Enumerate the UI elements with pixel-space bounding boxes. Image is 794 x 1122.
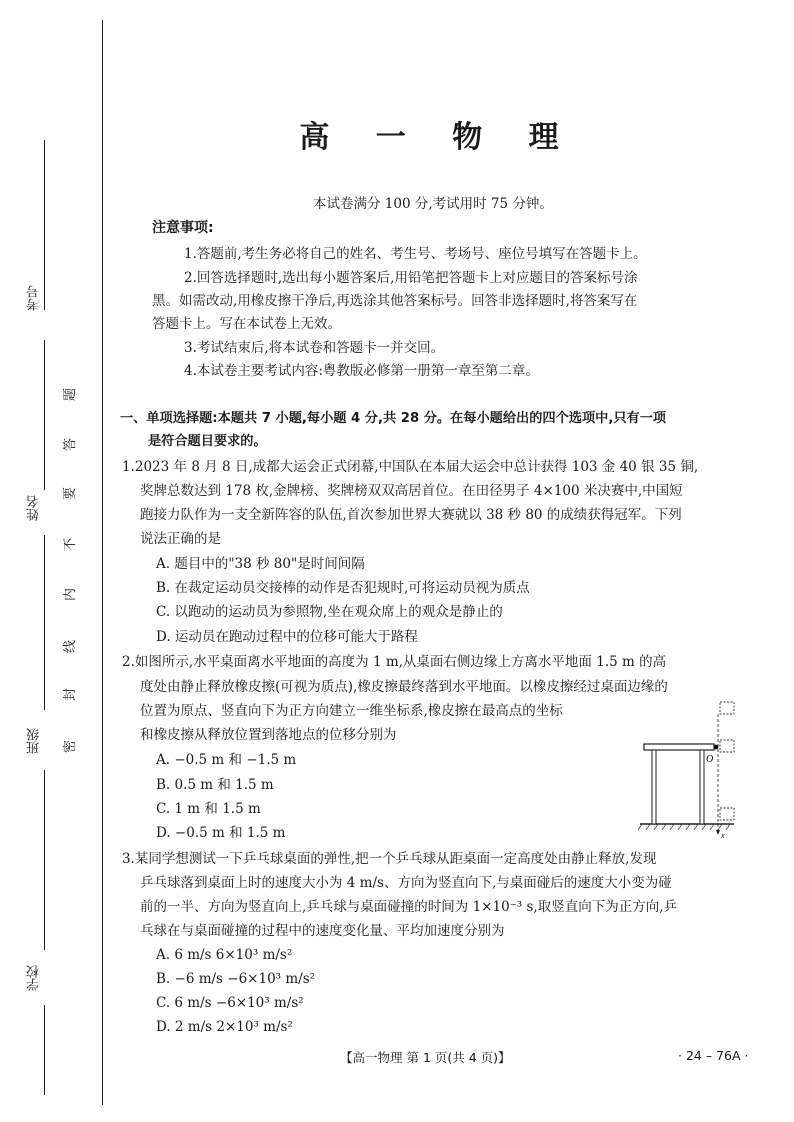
school-label: 学校	[27, 965, 42, 991]
seal-char-5: 不	[63, 537, 79, 552]
eraser-edge-position	[720, 740, 734, 752]
axis-arrow	[716, 830, 720, 835]
exam-info: 本试卷满分 100 分,考试用时 75 分钟。	[313, 196, 553, 212]
q2-option-a: A. −0.5 m 和 −1.5 m	[156, 752, 297, 768]
q1-line-2: 奖牌总数达到 178 枚,金牌榜、奖牌榜双双高居首位。在田径男子 4×100 米决赛中,中国短	[140, 483, 683, 499]
q3-line-4: 乓球在与桌面碰撞的过程中的速度变化量、平均加速度分别为	[140, 923, 505, 939]
binding-line-left	[44, 140, 45, 310]
q1-option-a: A. 题目中的"38 秒 80"是时间间隔	[156, 556, 365, 572]
seal-char-1: 密	[63, 739, 79, 754]
q3-line-2: 乒乓球落到桌面上时的速度大小为 4 m/s、方向为竖直向下,与桌面碰后的速度大小变为碰	[140, 875, 672, 891]
q1-option-d: D. 运动员在跑动过程中的位移可能大于路程	[156, 629, 418, 645]
q2-figure	[638, 700, 748, 840]
q2-line-2: 度处由静止释放橡皮擦(可视为质点),橡皮擦最终落到水平地面。以橡皮擦经过桌面边缘的	[140, 679, 668, 695]
exam-number-label: 考号	[27, 285, 42, 311]
q3-option-d: D. 2 m/s 2×10³ m/s²	[156, 1019, 293, 1035]
binding-margin	[0, 0, 120, 1122]
page-title: 高 一 物 理	[299, 120, 577, 155]
section-heading-line-1: 一、单项选择题:本题共 7 小题,每小题 4 分,共 28 分。在每小题给出的四个选项中,只有一项	[120, 411, 667, 426]
q3-option-c: C. 6 m/s −6×10³ m/s²	[156, 995, 304, 1011]
eraser-release-position	[720, 702, 734, 714]
q1-line-3: 跑接力队作为一支全新阵容的队伍,首次参加世界大赛就以 38 秒 80 的成绩获得冠军。下列	[140, 507, 682, 523]
eraser-ground-position	[720, 808, 734, 820]
seal-char-8: 题	[63, 387, 79, 402]
q1-line-1: 1.2023 年 8 月 8 日,成都大运会正式闭幕,中国队在本届大运会中总计获得 103 金 40 银 35 铜,	[122, 459, 699, 475]
notice-line-2: 2.回答选择题时,选出每小题答案后,用铅笔把答题卡上对应题目的答案标号涂	[184, 270, 638, 286]
binding-line-left-3	[44, 535, 45, 710]
notice-heading: 注意事项:	[152, 220, 214, 236]
binding-line-left-5	[44, 1005, 45, 1095]
q3-line-1: 3.某同学想测试一下乒乓球桌面的弹性,把一个乒乓球从距桌面一定高度处由静止释放,发现	[122, 851, 657, 867]
class-label: 班级	[27, 728, 42, 754]
seal-char-4: 内	[63, 587, 79, 602]
q2-line-3: 位置为原点、竖直向下为正方向建立一维坐标系,橡皮擦在最高点的坐标	[140, 703, 563, 719]
q1-line-4: 说法正确的是	[140, 531, 221, 547]
seal-char-7: 答	[63, 437, 79, 452]
notice-line-5: 3.考试结束后,将本试卷和答题卡一并交回。	[184, 340, 445, 356]
origin-label: O	[706, 754, 714, 765]
exam-code: · 24 – 76A ·	[678, 1048, 749, 1063]
q2-option-b: B. 0.5 m 和 1.5 m	[156, 777, 274, 793]
q1-option-c: C. 以跑动的运动员为参照物,坐在观众席上的观众是静止的	[156, 604, 503, 620]
section-heading-line-2: 是符合题目要求的。	[148, 434, 267, 449]
seal-char-6: 要	[63, 486, 79, 501]
page-footer: 【高一物理 第 1 页(共 4 页)】	[340, 1050, 511, 1065]
notice-line-3: 黑。如需改动,用橡皮擦干净后,再选涂其他答案标号。回答非选择题时,将答案写在	[152, 293, 638, 309]
q2-line-4: 和橡皮擦从释放位置到落地点的位移分别为	[140, 727, 397, 743]
binding-line-left-4	[44, 770, 45, 950]
notice-line-1: 1.答题前,考生务必将自己的姓名、考生号、考场号、座位号填写在答题卡上。	[184, 246, 647, 262]
q3-line-3: 前的一半、方向为竖直向上,乒乓球与桌面碰撞的时间为 1×10⁻³ s,取竖直向下为正方向,乒	[140, 899, 677, 915]
seal-char-3: 线	[63, 639, 79, 654]
notice-line-4: 答题卡上。写在本试卷上无效。	[152, 316, 341, 332]
table-top	[644, 744, 714, 750]
q3-option-a: A. 6 m/s 6×10³ m/s²	[156, 947, 293, 963]
table-leg-left	[652, 750, 656, 824]
axis-label: x	[721, 831, 725, 840]
q1-option-b: B. 在裁定运动员交接棒的动作是否犯规时,可将运动员视为质点	[156, 580, 530, 596]
seal-line	[102, 20, 103, 1105]
q2-line-1: 2.如图所示,水平桌面离水平地面的高度为 1 m,从桌面右侧边缘上方离水平地面 1.5 m 的高	[122, 654, 667, 670]
name-label: 姓名	[27, 495, 42, 521]
q3-option-b: B. −6 m/s −6×10³ m/s²	[156, 971, 316, 987]
table-leg-right	[700, 750, 704, 824]
q2-option-d: D. −0.5 m 和 1.5 m	[156, 825, 286, 841]
origin-dot	[714, 745, 719, 750]
notice-line-6: 4.本试卷主要考试内容:粤教版必修第一册第一章至第二章。	[184, 363, 539, 379]
ground-hatch	[638, 824, 730, 830]
binding-line-left-2	[44, 340, 45, 490]
q2-option-c: C. 1 m 和 1.5 m	[156, 801, 261, 817]
seal-char-2: 封	[63, 687, 79, 702]
